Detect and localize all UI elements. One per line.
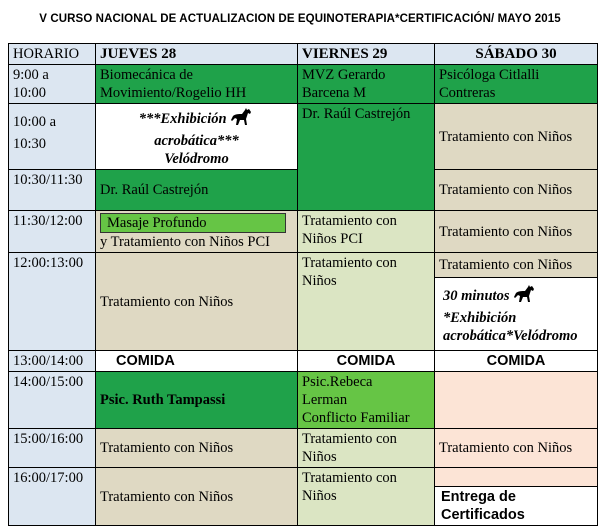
time-cell: 14:00/15:00	[9, 372, 96, 429]
sabado-certificados: Entrega de Certificados	[441, 489, 525, 523]
header-row	[9, 44, 598, 65]
table-row	[9, 65, 598, 104]
sabado-1400	[435, 372, 598, 429]
sabado-tratamiento-1000: Tratamiento con Niños	[435, 104, 598, 170]
time-cell: 12:00:13:00	[9, 253, 96, 351]
jueves-castrejon: Dr. Raúl Castrejón	[96, 170, 298, 211]
table-row	[9, 351, 598, 372]
viernes-tratamiento-1200: Tratamiento con Niños	[298, 253, 435, 351]
sabado-tratamiento-1030: Tratamiento con Niños	[435, 170, 598, 211]
time-cell: 11:30/12:00	[9, 211, 96, 253]
horse-icon	[230, 107, 254, 132]
sabado-citlalli: Psicóloga Citlalli Contreras	[435, 65, 598, 104]
jueves-tampassi: Psic. Ruth Tampassi	[96, 372, 298, 429]
masaje-box: Masaje Profundo	[100, 213, 286, 233]
schedule-table	[8, 43, 598, 526]
jueves-tratamiento-1500: Tratamiento con Niños	[96, 429, 298, 468]
sabado-exhibicion: 30 minutos *Exhibición acrobática*Velódromo	[435, 278, 597, 345]
time-cell: 16:00/17:00	[9, 468, 96, 526]
jueves-comida: COMIDA	[96, 351, 298, 372]
page-title: V CURSO NACIONAL DE ACTUALIZACION DE EQUINOTERAPIA*CERTIFICACIÓN/ MAYO 2015	[39, 13, 561, 25]
header-jueves: JUEVES 28	[96, 44, 298, 65]
sabado-1200	[435, 253, 598, 351]
sabado-peach-band	[435, 468, 597, 487]
time-cell: 15:00/16:00	[9, 429, 96, 468]
header-horario: HORARIO	[9, 44, 96, 65]
sabado-comida: COMIDA	[435, 351, 598, 372]
horse-icon	[513, 284, 537, 309]
table-row	[9, 253, 598, 351]
table-row	[9, 104, 598, 170]
jueves-masaje: Masaje Profundo y Tratamiento con Niños PCI	[96, 211, 298, 253]
table-row	[9, 372, 598, 429]
sabado-1600	[435, 468, 598, 526]
time-cell: 10:00 a 10:30	[9, 104, 96, 170]
viernes-tratamiento-1600: Tratamiento con Niños	[298, 468, 435, 526]
viernes-comida: COMIDA	[298, 351, 435, 372]
viernes-tratamiento-pci: Tratamiento con Niños PCI	[298, 211, 435, 253]
table-row	[9, 211, 598, 253]
time-cell: 9:00 a 10:00	[9, 65, 96, 104]
time-cell: 13:00/14:00	[9, 351, 96, 372]
sabado-tratamiento-1500: Tratamiento con Niños	[435, 429, 598, 468]
viernes-castrejon: Dr. Raúl Castrejón	[298, 104, 435, 211]
table-row	[9, 429, 598, 468]
sabado-tratamiento-1130: Tratamiento con Niños	[435, 211, 598, 253]
table-row	[9, 468, 598, 526]
jueves-tratamiento-1600: Tratamiento con Niños	[96, 468, 298, 526]
viernes-gerardo: MVZ Gerardo Barcena M	[298, 65, 435, 104]
header-viernes: VIERNES 29	[298, 44, 435, 65]
viernes-tratamiento-1500: Tratamiento con Niños	[298, 429, 435, 468]
viernes-lerman: Psic.Rebeca Lerman Conflicto Familiar	[298, 372, 435, 429]
time-cell: 10:30/11:30	[9, 170, 96, 211]
jueves-biomecanica: Biomecánica de Movimiento/Rogelio HH	[96, 65, 298, 104]
jueves-tratamiento-1200: Tratamiento con Niños	[96, 253, 298, 351]
sabado-tratamiento-1200: Tratamiento con Niños	[435, 253, 597, 278]
jueves-exhibicion: ***Exhibición acrobática*** Velódromo	[96, 104, 298, 170]
header-sabado: SÁBADO 30	[435, 44, 598, 65]
